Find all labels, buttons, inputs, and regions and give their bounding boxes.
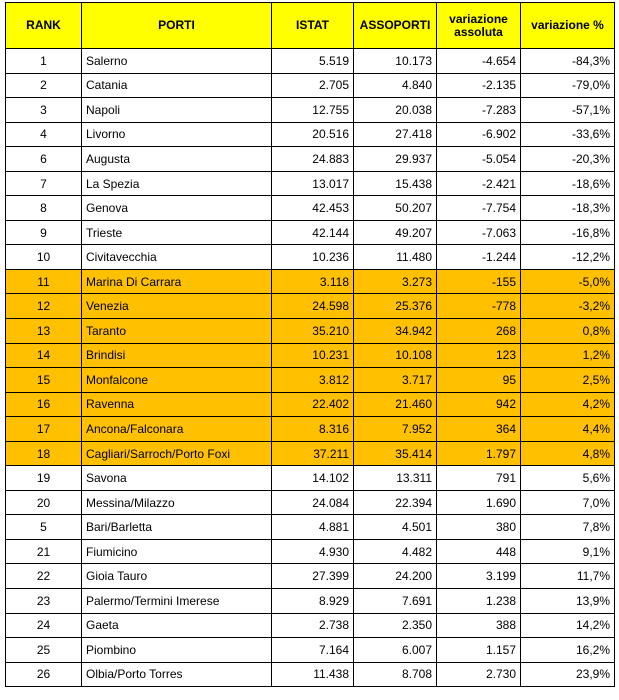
variazione-pct-cell: -33,6% (521, 122, 615, 147)
assoporti-cell: 10.108 (354, 343, 437, 368)
variazione-pct-cell: 14,2% (521, 613, 615, 638)
table-row (6, 441, 615, 466)
table-row (6, 147, 615, 172)
table-row (6, 343, 615, 368)
port-cell: Catania (82, 73, 272, 98)
table-row (6, 490, 615, 515)
ports-table (5, 2, 615, 687)
port-cell: Trieste (82, 220, 272, 245)
table-row (6, 122, 615, 147)
variazione-pct-cell: -18,6% (521, 171, 615, 196)
rank-cell: 11 (6, 269, 82, 294)
istat-cell: 24.883 (272, 147, 354, 172)
assoporti-cell: 22.394 (354, 490, 437, 515)
assoporti-cell: 13.311 (354, 466, 437, 491)
rank-cell: 24 (6, 613, 82, 638)
rank-cell: 5 (6, 515, 82, 540)
variazione-assoluta-cell: -778 (437, 294, 521, 319)
rank-cell: 9 (6, 220, 82, 245)
variazione-assoluta-cell: -2.135 (437, 73, 521, 98)
variazione-assoluta-cell: 1.157 (437, 638, 521, 663)
variazione-assoluta-cell: 1.690 (437, 490, 521, 515)
header-porti: PORTI (82, 3, 272, 49)
istat-cell: 12.755 (272, 98, 354, 123)
variazione-pct-cell: 2,5% (521, 368, 615, 393)
table-row (6, 196, 615, 221)
port-cell: Bari/Barletta (82, 515, 272, 540)
istat-cell: 11.438 (272, 662, 354, 687)
rank-cell: 16 (6, 392, 82, 417)
table-row (6, 539, 615, 564)
istat-cell: 5.519 (272, 49, 354, 74)
istat-cell: 8.929 (272, 589, 354, 614)
table-row (6, 73, 615, 98)
assoporti-cell: 2.350 (354, 613, 437, 638)
table-body (6, 49, 615, 687)
variazione-pct-cell: -16,8% (521, 220, 615, 245)
variazione-assoluta-cell: 791 (437, 466, 521, 491)
variazione-assoluta-cell: 364 (437, 417, 521, 442)
table-row (6, 515, 615, 540)
variazione-assoluta-cell: 3.199 (437, 564, 521, 589)
table-row (6, 171, 615, 196)
variazione-pct-cell: -12,2% (521, 245, 615, 270)
variazione-assoluta-cell: 2.730 (437, 662, 521, 687)
variazione-pct-cell: 5,6% (521, 466, 615, 491)
port-cell: Venezia (82, 294, 272, 319)
rank-cell: 7 (6, 171, 82, 196)
header-row (6, 3, 615, 49)
table-row (6, 638, 615, 663)
table-row (6, 319, 615, 344)
variazione-pct-cell: 0,8% (521, 319, 615, 344)
rank-cell: 20 (6, 490, 82, 515)
istat-cell: 8.316 (272, 417, 354, 442)
port-cell: Salerno (82, 49, 272, 74)
header-istat: ISTAT (272, 3, 354, 49)
variazione-pct-cell: -18,3% (521, 196, 615, 221)
rank-cell: 23 (6, 589, 82, 614)
table-row (6, 392, 615, 417)
rank-cell: 19 (6, 466, 82, 491)
variazione-assoluta-cell: -6.902 (437, 122, 521, 147)
port-cell: Fiumicino (82, 539, 272, 564)
variazione-assoluta-cell: 268 (437, 319, 521, 344)
rank-cell: 15 (6, 368, 82, 393)
assoporti-cell: 8.708 (354, 662, 437, 687)
assoporti-cell: 27.418 (354, 122, 437, 147)
istat-cell: 7.164 (272, 638, 354, 663)
istat-cell: 10.231 (272, 343, 354, 368)
rank-cell: 21 (6, 539, 82, 564)
port-cell: Brindisi (82, 343, 272, 368)
port-cell: Civitavecchia (82, 245, 272, 270)
istat-cell: 24.084 (272, 490, 354, 515)
rank-cell: 8 (6, 196, 82, 221)
istat-cell: 3.812 (272, 368, 354, 393)
istat-cell: 4.930 (272, 539, 354, 564)
assoporti-cell: 3.273 (354, 269, 437, 294)
rank-cell: 2 (6, 73, 82, 98)
variazione-pct-cell: 7,0% (521, 490, 615, 515)
port-cell: Olbia/Porto Torres (82, 662, 272, 687)
istat-cell: 20.516 (272, 122, 354, 147)
assoporti-cell: 21.460 (354, 392, 437, 417)
variazione-assoluta-cell: 1.238 (437, 589, 521, 614)
port-cell: Piombino (82, 638, 272, 663)
variazione-assoluta-cell: 95 (437, 368, 521, 393)
rank-cell: 22 (6, 564, 82, 589)
variazione-pct-cell: 4,2% (521, 392, 615, 417)
rank-cell: 3 (6, 98, 82, 123)
assoporti-cell: 29.937 (354, 147, 437, 172)
port-cell: Monfalcone (82, 368, 272, 393)
assoporti-cell: 25.376 (354, 294, 437, 319)
rank-cell: 18 (6, 441, 82, 466)
header-variazione-pct: variazione % (521, 3, 615, 49)
rank-cell: 1 (6, 49, 82, 74)
header-rank: RANK (6, 3, 82, 49)
istat-cell: 3.118 (272, 269, 354, 294)
assoporti-cell: 49.207 (354, 220, 437, 245)
table-row (6, 294, 615, 319)
table-row (6, 245, 615, 270)
port-cell: Napoli (82, 98, 272, 123)
istat-cell: 10.236 (272, 245, 354, 270)
assoporti-cell: 34.942 (354, 319, 437, 344)
assoporti-cell: 10.173 (354, 49, 437, 74)
header-assoporti: ASSOPORTI (354, 3, 437, 49)
table-row (6, 98, 615, 123)
variazione-assoluta-cell: 1.797 (437, 441, 521, 466)
variazione-assoluta-cell: 123 (437, 343, 521, 368)
table-row (6, 220, 615, 245)
assoporti-cell: 24.200 (354, 564, 437, 589)
variazione-pct-cell: 4,8% (521, 441, 615, 466)
variazione-assoluta-cell: 448 (437, 539, 521, 564)
istat-cell: 14.102 (272, 466, 354, 491)
variazione-assoluta-cell: 388 (437, 613, 521, 638)
header-variazione-assoluta: variazione assoluta (437, 3, 521, 49)
variazione-assoluta-cell: -4.654 (437, 49, 521, 74)
istat-cell: 24.598 (272, 294, 354, 319)
port-cell: Palermo/Termini Imerese (82, 589, 272, 614)
variazione-pct-cell: -3,2% (521, 294, 615, 319)
variazione-assoluta-cell: -1.244 (437, 245, 521, 270)
variazione-pct-cell: -5,0% (521, 269, 615, 294)
variazione-assoluta-cell: -7.283 (437, 98, 521, 123)
assoporti-cell: 20.038 (354, 98, 437, 123)
istat-cell: 37.211 (272, 441, 354, 466)
variazione-assoluta-cell: -7.063 (437, 220, 521, 245)
istat-cell: 42.144 (272, 220, 354, 245)
rank-cell: 4 (6, 122, 82, 147)
port-cell: Gaeta (82, 613, 272, 638)
rank-cell: 26 (6, 662, 82, 687)
port-cell: Genova (82, 196, 272, 221)
port-cell: Taranto (82, 319, 272, 344)
port-cell: Messina/Milazzo (82, 490, 272, 515)
port-cell: Cagliari/Sarroch/Porto Foxi (82, 441, 272, 466)
variazione-pct-cell: 7,8% (521, 515, 615, 540)
table-row (6, 466, 615, 491)
rank-cell: 12 (6, 294, 82, 319)
assoporti-cell: 50.207 (354, 196, 437, 221)
rank-cell: 10 (6, 245, 82, 270)
table-row (6, 269, 615, 294)
istat-cell: 35.210 (272, 319, 354, 344)
variazione-assoluta-cell: 942 (437, 392, 521, 417)
variazione-pct-cell: 16,2% (521, 638, 615, 663)
variazione-pct-cell: -84,3% (521, 49, 615, 74)
variazione-pct-cell: 9,1% (521, 539, 615, 564)
variazione-assoluta-cell: -7.754 (437, 196, 521, 221)
assoporti-cell: 35.414 (354, 441, 437, 466)
port-cell: Marina Di Carrara (82, 269, 272, 294)
assoporti-cell: 4.840 (354, 73, 437, 98)
assoporti-cell: 15.438 (354, 171, 437, 196)
port-cell: Augusta (82, 147, 272, 172)
port-cell: La Spezia (82, 171, 272, 196)
istat-cell: 13.017 (272, 171, 354, 196)
table-row (6, 49, 615, 74)
assoporti-cell: 7.952 (354, 417, 437, 442)
variazione-pct-cell: -57,1% (521, 98, 615, 123)
variazione-pct-cell: 13,9% (521, 589, 615, 614)
port-cell: Ancona/Falconara (82, 417, 272, 442)
table-row (6, 564, 615, 589)
port-cell: Savona (82, 466, 272, 491)
port-cell: Ravenna (82, 392, 272, 417)
assoporti-cell: 3.717 (354, 368, 437, 393)
variazione-assoluta-cell: -5.054 (437, 147, 521, 172)
variazione-pct-cell: 11,7% (521, 564, 615, 589)
rank-cell: 17 (6, 417, 82, 442)
istat-cell: 4.881 (272, 515, 354, 540)
istat-cell: 2.738 (272, 613, 354, 638)
istat-cell: 27.399 (272, 564, 354, 589)
variazione-assoluta-cell: 380 (437, 515, 521, 540)
assoporti-cell: 6.007 (354, 638, 437, 663)
rank-cell: 25 (6, 638, 82, 663)
istat-cell: 2.705 (272, 73, 354, 98)
assoporti-cell: 4.501 (354, 515, 437, 540)
table-row (6, 662, 615, 687)
assoporti-cell: 11.480 (354, 245, 437, 270)
assoporti-cell: 7.691 (354, 589, 437, 614)
variazione-assoluta-cell: -155 (437, 269, 521, 294)
table-row (6, 589, 615, 614)
rank-cell: 6 (6, 147, 82, 172)
assoporti-cell: 4.482 (354, 539, 437, 564)
rank-cell: 13 (6, 319, 82, 344)
table-row (6, 613, 615, 638)
variazione-assoluta-cell: -2.421 (437, 171, 521, 196)
variazione-pct-cell: -20,3% (521, 147, 615, 172)
rank-cell: 14 (6, 343, 82, 368)
variazione-pct-cell: 4,4% (521, 417, 615, 442)
variazione-pct-cell: 1,2% (521, 343, 615, 368)
variazione-pct-cell: 23,9% (521, 662, 615, 687)
table-row (6, 417, 615, 442)
port-cell: Livorno (82, 122, 272, 147)
table-row (6, 368, 615, 393)
istat-cell: 22.402 (272, 392, 354, 417)
istat-cell: 42.453 (272, 196, 354, 221)
variazione-pct-cell: -79,0% (521, 73, 615, 98)
port-cell: Gioia Tauro (82, 564, 272, 589)
